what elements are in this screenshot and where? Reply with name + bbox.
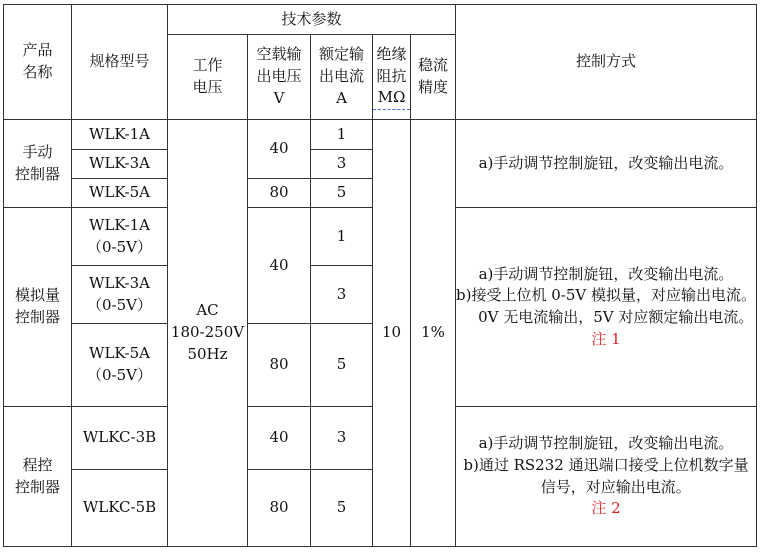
rated-current-cell: 1: [311, 120, 373, 150]
insulation-unit: MΩ: [373, 87, 410, 110]
rated-current-cell: 1: [311, 208, 373, 266]
group-name-programmable: 程控 控制器: [4, 407, 72, 547]
no-load-voltage-cell: 40: [248, 208, 311, 324]
model-sub-label: （0-5V）: [87, 295, 152, 314]
header-insulation: [373, 35, 411, 120]
control-method-manual: [456, 120, 757, 208]
header-stability: 稳流 精度: [411, 35, 456, 120]
model-cell: WLK-3A: [72, 150, 168, 179]
header-voltage: 工作 电压: [168, 35, 248, 120]
model-sub-label: （0-5V）: [87, 366, 152, 384]
note-label: 注 2: [591, 499, 621, 518]
shared-voltage: AC 180-250V 50Hz: [168, 120, 248, 547]
control-line: b)通过 RS232 通迅端口接受上位机数字量信号，对应输出电流。: [463, 455, 749, 496]
header-no-load-voltage: 空载输 出电压 V: [248, 35, 311, 120]
rated-current-cell: 5: [311, 470, 373, 547]
shared-insulation: 10: [373, 120, 411, 547]
no-load-voltage-cell: 80: [248, 470, 311, 547]
control-method-programmable: [456, 407, 757, 547]
control-method-analog: [456, 208, 757, 407]
control-line: b)接受上位机 0-5V 模拟量，对应输出电流。: [456, 286, 756, 305]
rated-current-cell: 3: [311, 266, 373, 324]
spec-table: [3, 4, 757, 547]
control-line: a)手动调节控制旋钮，改变输出电流。: [478, 264, 734, 283]
shared-stability: 1%: [411, 120, 456, 547]
insulation-line1: 绝缘: [376, 44, 407, 63]
model-label: WLK-3A: [89, 273, 150, 292]
group-name-analog: 模拟量 控制器: [4, 208, 72, 407]
model-cell: WLK-1A: [72, 120, 168, 150]
no-load-voltage-cell: 80: [248, 324, 311, 407]
header-model: 规格型号: [72, 5, 168, 120]
control-line: 0V 无电流输出，5V 对应额定输出电流。: [478, 308, 754, 326]
model-cell: WLKC-5B: [72, 470, 168, 547]
rated-current-cell: 3: [311, 407, 373, 470]
header-tech-params: 技术参数: [168, 5, 456, 35]
insulation-line2: 阻抗: [376, 66, 407, 85]
header-product-name: 产品 名称: [4, 5, 72, 120]
model-cell: WLKC-3B: [72, 407, 168, 470]
rated-current-cell: 5: [311, 324, 373, 407]
control-line: a)手动调节控制旋钮，改变输出电流。: [478, 434, 734, 452]
group-name-manual: 手动 控制器: [4, 120, 72, 208]
model-label: WLK-1A: [89, 215, 150, 234]
control-line: a)手动调节控制旋钮，改变输出电流。: [478, 153, 734, 172]
no-load-voltage-cell: 80: [248, 179, 311, 208]
note-label: 注 1: [591, 329, 621, 348]
no-load-voltage-cell: 40: [248, 120, 311, 179]
rated-current-cell: 5: [311, 179, 373, 208]
model-label: WLK-5A: [89, 344, 150, 363]
header-control-method: 控制方式: [456, 5, 757, 120]
model-cell: [72, 208, 168, 266]
model-cell: [72, 324, 168, 407]
no-load-voltage-cell: 40: [248, 407, 311, 470]
model-cell: WLK-5A: [72, 179, 168, 208]
header-rated-current: 额定输 出电流 A: [311, 35, 373, 120]
model-cell: [72, 266, 168, 324]
rated-current-cell: 3: [311, 150, 373, 179]
model-sub-label: （0-5V）: [87, 237, 152, 256]
